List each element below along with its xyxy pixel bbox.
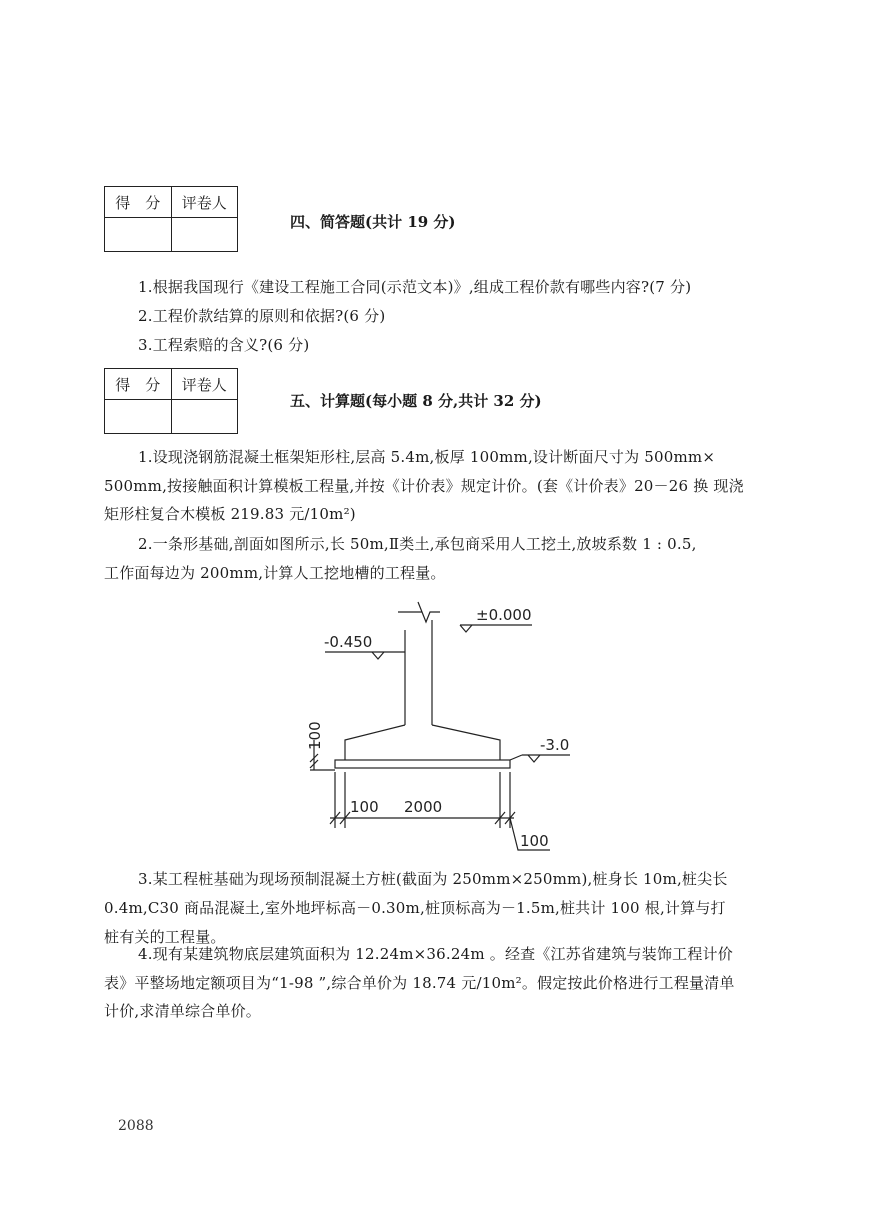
dim-height-label: 100 — [306, 721, 324, 750]
question-4-3: 3.工程索赔的含义?(6 分) — [138, 336, 310, 354]
question-5-3-line-1: 3.某工程桩基础为现场预制混凝土方桩(截面为 250mm×250mm),桩身长 10m,桩尖长 — [138, 870, 728, 888]
dim-left-100-label: 100 — [350, 798, 379, 816]
foundation-section-diagram — [300, 590, 570, 860]
question-5-3-line-3: 桩有关的工程量。 — [104, 928, 226, 946]
reviewer-label: 评卷人 — [171, 187, 238, 218]
question-5-1-line-2: 500mm,按接触面积计算模板工程量,并按《计价表》规定计价。(套《计价表》20－26 换 现浇 — [104, 477, 744, 495]
question-4-1: 1.根据我国现行《建设工程施工合同(示范文本)》,组成工程价款有哪些内容?(7 分) — [138, 278, 692, 296]
question-5-1-line-3: 矩形柱复合木模板 219.83 元/10m²) — [104, 505, 356, 523]
elev-bottom-marker — [528, 755, 540, 762]
question-5-2-line-1: 2.一条形基础,剖面如图所示,长 50m,Ⅱ类土,承包商采用人工挖土,放坡系数 1 : 0.5, — [138, 535, 697, 553]
elev-ground-marker — [372, 652, 384, 659]
footing-right — [432, 725, 500, 760]
break-line — [398, 602, 440, 622]
page-code: 2088 — [118, 1118, 154, 1134]
dim-2000-label: 2000 — [404, 798, 443, 816]
footing-left — [345, 725, 405, 760]
score-table-section-5 — [104, 368, 238, 434]
question-5-1-line-1: 1.设现浇钢筋混凝土框架矩形柱,层高 5.4m,板厚 100mm,设计断面尺寸为 500mm× — [138, 448, 716, 466]
score-cell — [105, 218, 172, 252]
reviewer-label: 评卷人 — [171, 369, 238, 400]
elev-bottom-label: -3.0 — [540, 736, 570, 754]
dim-right-100-label: 100 — [520, 832, 549, 850]
question-5-3-line-2: 0.4m,C30 商品混凝土,室外地坪标高－0.30m,桩顶标高为－1.5m,桩共计 100 根,计算与打 — [104, 899, 726, 917]
question-5-2-line-2: 工作面每边为 200mm,计算人工挖地槽的工程量。 — [104, 564, 446, 582]
score-cell — [105, 400, 172, 434]
elev-top-label: ±0.000 — [476, 606, 532, 624]
question-5-4-line-2: 表》平整场地定额项目为“1-98 ”,综合单价为 18.74 元/10m²。假定按此价格进行工程量清单 — [104, 974, 735, 992]
question-5-4-line-3: 计价,求清单综合单价。 — [104, 1002, 261, 1020]
question-4-2: 2.工程价款结算的原则和依据?(6 分) — [138, 307, 386, 325]
reviewer-cell — [171, 400, 238, 434]
score-label: 得 分 — [105, 369, 172, 400]
cushion-layer — [335, 760, 510, 768]
section-4-title: 四、简答题(共计 19 分) — [290, 213, 456, 231]
score-table-section-4 — [104, 186, 238, 252]
elev-ground-label: -0.450 — [324, 633, 373, 651]
score-label: 得 分 — [105, 187, 172, 218]
reviewer-cell — [171, 218, 238, 252]
question-5-4-line-1: 4.现有某建筑物底层建筑面积为 12.24m×36.24m 。经查《江苏省建筑与装饰工程计价 — [138, 945, 733, 963]
elev-top-marker — [460, 625, 472, 632]
section-5-title: 五、计算题(每小题 8 分,共计 32 分) — [290, 392, 542, 410]
